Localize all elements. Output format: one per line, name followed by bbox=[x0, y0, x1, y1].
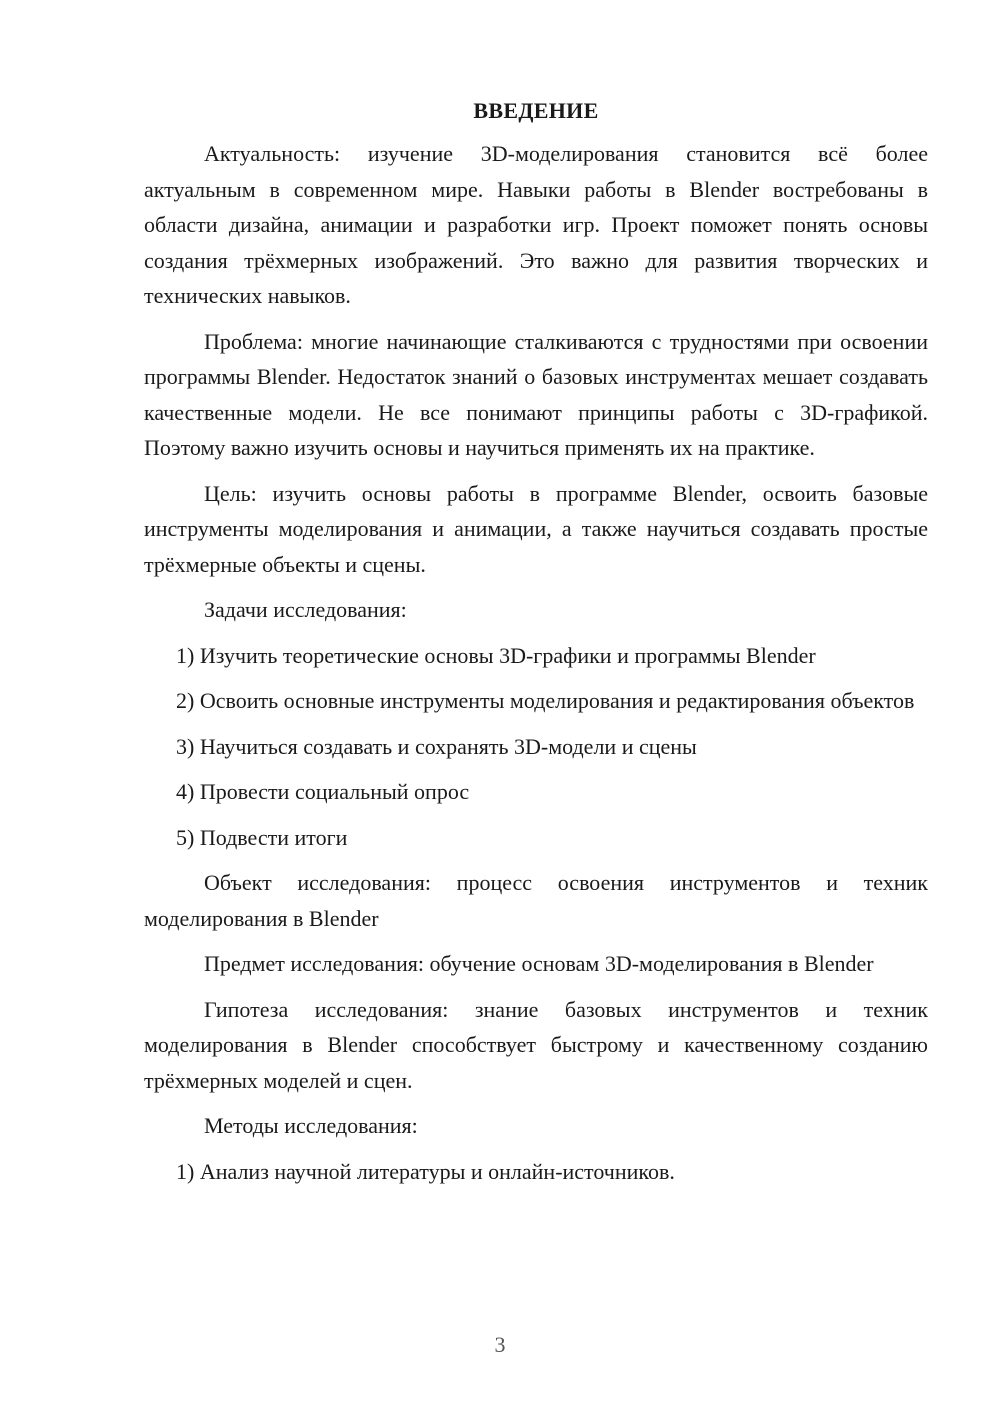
tasks-heading: Задачи исследования: bbox=[204, 597, 407, 622]
object-paragraph: Объект исследования: процесс освоения инструментов и техник моделирования в Blender bbox=[144, 870, 928, 931]
page-number: 3 bbox=[494, 1332, 506, 1357]
section-title: ВВЕДЕНИЕ bbox=[473, 98, 599, 123]
task-item-2: 2) Освоить основные инструменты моделирования и редактирования объектов bbox=[176, 688, 915, 713]
document-body bbox=[144, 96, 928, 1199]
subject-paragraph: Предмет исследования: обучение основам 3D-моделирования в Blender bbox=[204, 951, 874, 976]
problem-paragraph: Проблема: многие начинающие сталкиваются с трудностями при освоении программы Blender. Недостаток знаний о базовых инструментах мешает создавать качественные модели. Не все понимают принципы работы с 3D-графикой. Поэтому важно изучить основы и научиться применять их на практике. bbox=[144, 328, 928, 460]
task-item-5: 5) Подвести итоги bbox=[176, 824, 348, 850]
task-item-3: 3) Научиться создавать и сохранять 3D-модели и сцены bbox=[176, 733, 697, 759]
method-item-1: 1) Анализ научной литературы и онлайн-источников. bbox=[176, 1158, 675, 1184]
task-item-4: 4) Провести социальный опрос bbox=[176, 779, 470, 804]
task-item-1: 1) Изучить теоретические основы 3D-графики и программы Blender bbox=[176, 642, 816, 668]
goal-paragraph: Цель: изучить основы работы в программе Blender, освоить базовые инструменты моделирования и анимации, а также научиться создавать простые трёхмерные объекты и сцены. bbox=[144, 480, 928, 577]
hypothesis-paragraph: Гипотеза исследования: знание базовых инструментов и техник моделирования в Blender способствует быстрому и качественному созданию трёхмерных моделей и сцен. bbox=[144, 996, 928, 1093]
relevance-paragraph: Актуальность: изучение 3D-моделирования становится всё более актуальным в современном мире. Навыки работы в Blender востребованы в области дизайна, анимации и разработки игр. Проект поможет понять основы создания трёхмерных изображений. Это важно для развития творческих и технических навыков. bbox=[144, 141, 928, 308]
methods-heading: Методы исследования: bbox=[204, 1113, 418, 1138]
